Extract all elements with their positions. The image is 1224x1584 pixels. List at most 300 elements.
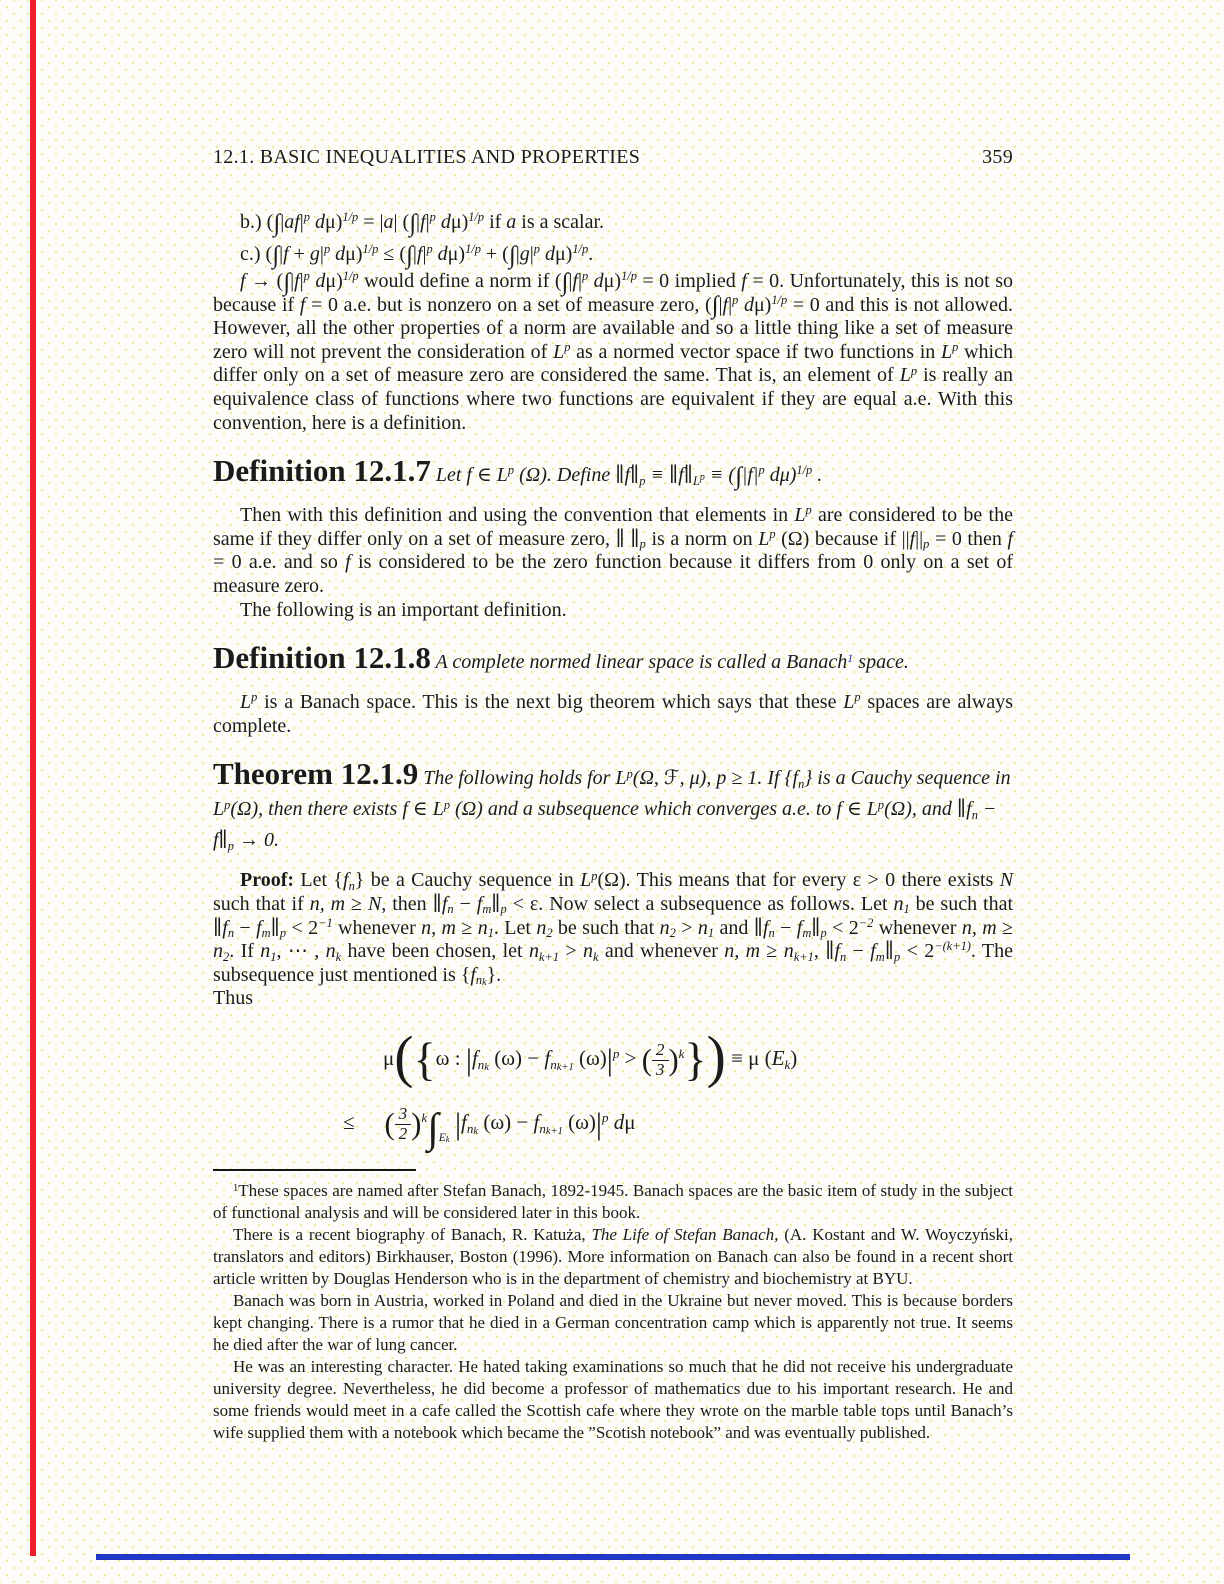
text-segment: − bbox=[234, 916, 257, 939]
text-segment: f bbox=[1007, 527, 1013, 550]
text-segment: such that if bbox=[213, 892, 310, 915]
text-segment: Thus bbox=[213, 987, 253, 1010]
text-segment: p bbox=[699, 471, 705, 483]
text-segment: p bbox=[591, 868, 598, 883]
text-segment: L bbox=[899, 364, 911, 387]
text-segment: N bbox=[367, 892, 382, 915]
text-segment: | bbox=[606, 1043, 613, 1078]
text-segment: p bbox=[224, 797, 231, 812]
text-segment: p bbox=[303, 210, 310, 225]
text-segment: p bbox=[564, 339, 571, 354]
footnote-born-austria bbox=[213, 1290, 1013, 1356]
text-segment: (ω) bbox=[562, 1109, 596, 1134]
text-segment: < ε. Now select a subsequence as follows. Let bbox=[506, 892, 894, 915]
text-segment: p bbox=[639, 537, 646, 552]
text-segment: f bbox=[796, 916, 803, 939]
property-item-c bbox=[213, 238, 1013, 270]
text-segment: n bbox=[528, 940, 539, 963]
text-segment: + bbox=[288, 243, 310, 265]
text-segment: n, m bbox=[724, 940, 761, 963]
text-segment: f bbox=[722, 293, 729, 316]
text-segment: n bbox=[550, 1056, 557, 1072]
text-segment: | bbox=[412, 243, 417, 265]
footnote-rule bbox=[213, 1169, 416, 1171]
text-segment: k+1 bbox=[545, 1125, 563, 1137]
definition-12-1-7 bbox=[213, 455, 1013, 491]
text-segment: p bbox=[877, 797, 885, 812]
paragraph-following bbox=[213, 599, 1013, 623]
text-segment: ∫ bbox=[427, 1106, 439, 1153]
text-segment: Proof: bbox=[240, 869, 301, 892]
text-segment: k bbox=[678, 1045, 685, 1061]
text-segment: ∥ bbox=[884, 940, 894, 963]
text-segment: ∫ bbox=[273, 209, 281, 237]
text-segment: f bbox=[476, 892, 483, 915]
text-segment: m bbox=[802, 925, 812, 940]
text-segment: f bbox=[870, 940, 876, 963]
text-segment: Definition 12.1.8 bbox=[213, 640, 431, 676]
text-segment: 2 bbox=[546, 925, 553, 940]
text-segment: L bbox=[240, 691, 252, 714]
text-segment: − bbox=[774, 916, 797, 939]
text-segment: f bbox=[471, 1045, 478, 1070]
text-segment: 1 bbox=[233, 1183, 239, 1195]
text-segment: A complete normed linear space is called a Banach bbox=[430, 651, 848, 674]
text-segment: p bbox=[507, 463, 515, 478]
text-segment: p bbox=[303, 269, 310, 284]
text-segment: d bbox=[330, 243, 346, 265]
text-segment: These spaces are named after Stefan Banach, 1892-1945. Banach spaces are the basic item of study in the subject of functional analysis and will be considered later in this book. bbox=[213, 1180, 1013, 1222]
text-segment: f bbox=[834, 940, 841, 963]
text-segment: μ) bbox=[345, 243, 363, 265]
text-segment: f bbox=[533, 1109, 540, 1134]
text-segment: k bbox=[784, 1056, 791, 1072]
text-segment: space. bbox=[853, 651, 909, 674]
text-segment: is a Banach space. This is the next big theorem which says that these bbox=[257, 691, 844, 714]
text-segment: p bbox=[820, 925, 827, 940]
text-segment: be such that bbox=[552, 916, 660, 939]
text-segment: > bbox=[675, 916, 698, 939]
text-segment: p bbox=[279, 925, 287, 940]
text-segment: and ∥ bbox=[714, 916, 763, 939]
text-segment: d bbox=[435, 211, 451, 233]
text-segment: p bbox=[443, 797, 451, 812]
text-segment: f bbox=[762, 916, 769, 939]
text-segment: f bbox=[283, 243, 289, 265]
text-segment: p bbox=[626, 766, 633, 781]
fraction: $\frac{3}{2}$ bbox=[395, 1105, 412, 1142]
equation-integral-bound bbox=[343, 1093, 1013, 1151]
text-segment: | bbox=[515, 243, 520, 265]
footnote-biography bbox=[213, 1224, 1013, 1290]
text-segment: d bbox=[309, 270, 326, 292]
text-segment: n bbox=[475, 973, 483, 988]
text-segment: = 0. Unfortunately, this is not so because if bbox=[213, 270, 1014, 316]
text-segment: f bbox=[741, 270, 747, 292]
text-segment: . bbox=[588, 243, 594, 265]
text-segment: k bbox=[593, 949, 599, 964]
text-segment: μ) bbox=[447, 243, 466, 265]
text-segment: is a norm on bbox=[645, 527, 759, 550]
text-segment: d bbox=[432, 243, 448, 265]
text-segment: μ bbox=[624, 1109, 636, 1134]
text-segment: p bbox=[323, 242, 331, 257]
text-segment: p bbox=[910, 363, 918, 378]
text-segment: k bbox=[484, 1061, 489, 1073]
text-segment: L bbox=[941, 340, 953, 363]
text-segment: p bbox=[894, 949, 901, 964]
text-segment: −(k+1) bbox=[934, 939, 971, 954]
theorem-12-1-9 bbox=[213, 758, 1013, 856]
text-segment: n, m bbox=[961, 916, 997, 939]
page-number: 359 bbox=[982, 146, 1013, 168]
text-segment: (ω) − bbox=[478, 1109, 534, 1134]
text-segment: whenever bbox=[873, 916, 962, 939]
text-segment: μ) bbox=[753, 293, 772, 316]
text-segment: b.) ( bbox=[240, 211, 274, 233]
text-segment: ( bbox=[384, 1107, 395, 1142]
text-segment: The following holds for L bbox=[418, 767, 627, 790]
text-segment: > bbox=[559, 940, 584, 963]
text-segment: Banach was born in Austria, worked in Poland and died in the Ukraine but never moved. This is because borders kept changing. There is a rumor that he died in a German concentration camp which is apparently not true. It seems he died after the war of lung cancer. bbox=[213, 1290, 1013, 1354]
text-segment: ≥ bbox=[455, 916, 478, 939]
text-segment: The Life of Stefan Banach, bbox=[591, 1224, 779, 1244]
text-segment: n bbox=[659, 916, 670, 939]
text-segment: n bbox=[477, 916, 488, 939]
text-segment: n, m bbox=[309, 892, 346, 915]
paragraph-proof bbox=[213, 869, 1013, 987]
text-segment: L bbox=[758, 527, 770, 550]
text-segment: f bbox=[544, 1045, 551, 1070]
text-segment: ∫ bbox=[561, 268, 569, 296]
text-segment: |f| bbox=[741, 464, 759, 487]
text-segment: ∫ bbox=[406, 241, 413, 269]
text-segment: (Ω), and ∥f bbox=[884, 798, 972, 821]
text-segment: } bbox=[684, 1034, 707, 1086]
text-segment: ∫ bbox=[272, 241, 280, 269]
text-segment: p bbox=[854, 690, 861, 705]
text-segment: p bbox=[758, 463, 765, 478]
text-segment: | bbox=[422, 243, 427, 265]
text-segment: p bbox=[923, 537, 930, 552]
text-segment: if bbox=[484, 211, 507, 233]
text-segment: f bbox=[416, 243, 423, 265]
text-segment: . The subsequence just mentioned is { bbox=[213, 940, 1013, 986]
text-segment: L bbox=[553, 340, 565, 363]
text-segment: k bbox=[421, 1109, 428, 1125]
text-segment: , then ∥ bbox=[381, 892, 442, 915]
text-segment: = 0 then bbox=[929, 527, 1008, 550]
text-segment: , ∥ bbox=[813, 940, 835, 963]
text-segment: p bbox=[732, 292, 739, 307]
text-segment: n bbox=[466, 1120, 474, 1136]
text-segment: k bbox=[473, 1125, 479, 1137]
text-segment: −1 bbox=[318, 915, 333, 930]
text-segment: ∫ bbox=[711, 292, 719, 320]
text-segment: p bbox=[612, 1045, 620, 1061]
text-segment: (ω) − bbox=[488, 1045, 545, 1070]
text-segment: ( bbox=[641, 1043, 652, 1078]
paragraph-convention bbox=[213, 504, 1013, 598]
text-segment: ≡ ( bbox=[704, 464, 736, 487]
text-segment: < 2 bbox=[900, 940, 935, 963]
text-segment: = | bbox=[358, 211, 384, 233]
text-segment: | bbox=[290, 270, 295, 292]
text-segment: k bbox=[335, 949, 342, 964]
text-segment: d bbox=[588, 270, 604, 292]
text-segment: ) bbox=[790, 1045, 798, 1070]
text-segment: . If bbox=[229, 940, 261, 963]
text-segment: n bbox=[783, 940, 794, 963]
text-segment: | bbox=[718, 293, 723, 316]
text-segment: n bbox=[325, 940, 336, 963]
text-segment: p bbox=[769, 526, 776, 541]
text-segment: 2 bbox=[669, 925, 676, 940]
text-segment: , ⋯ , bbox=[276, 940, 326, 963]
text-segment: f bbox=[909, 527, 916, 550]
text-segment: | bbox=[577, 270, 582, 292]
text-segment: μ bbox=[383, 1045, 395, 1070]
text-segment: ∫ bbox=[735, 462, 742, 490]
text-segment: | bbox=[416, 211, 421, 233]
fraction: $\frac{2}{3}$ bbox=[652, 1041, 669, 1078]
text-segment: Definition 12.1.7 bbox=[213, 453, 431, 489]
text-segment: f bbox=[441, 892, 448, 915]
text-segment: 2 bbox=[223, 949, 230, 964]
text-segment: n bbox=[227, 925, 235, 940]
text-segment: n bbox=[840, 949, 847, 964]
text-segment: | bbox=[595, 1107, 602, 1142]
text-segment: } is a Cauchy sequence in L bbox=[213, 767, 1011, 821]
text-segment: | bbox=[319, 243, 324, 265]
text-segment: 1 bbox=[487, 925, 494, 940]
text-segment: m bbox=[482, 902, 492, 917]
text-segment: ≡ μ ( bbox=[725, 1045, 772, 1070]
text-segment: f bbox=[256, 916, 262, 939]
footnote-banach-spaces bbox=[213, 1180, 1013, 1224]
text-segment: → ( bbox=[245, 270, 284, 292]
text-segment: g bbox=[309, 243, 320, 265]
text-segment: n bbox=[447, 902, 454, 917]
text-segment: n bbox=[798, 776, 805, 791]
text-segment: (Ω) because if || bbox=[775, 527, 910, 550]
text-segment: f bbox=[461, 1109, 467, 1134]
text-segment: ( bbox=[394, 1025, 414, 1089]
text-segment: ) bbox=[706, 1025, 726, 1089]
text-segment: p bbox=[581, 269, 589, 284]
text-segment: m bbox=[875, 949, 885, 964]
text-segment: μ) bbox=[325, 270, 343, 292]
text-segment: dμ) bbox=[764, 464, 797, 487]
text-segment: | bbox=[299, 211, 304, 233]
text-segment: ∫ bbox=[508, 241, 516, 269]
text-segment: (Ω), then there exists f ∈ L bbox=[230, 798, 444, 821]
text-segment: p bbox=[805, 503, 812, 518]
text-segment: −2 bbox=[858, 915, 874, 930]
text-segment: ∥ bbox=[270, 916, 280, 939]
text-segment: }. bbox=[486, 963, 502, 986]
text-segment: | bbox=[425, 211, 430, 233]
text-segment: n bbox=[536, 916, 547, 939]
text-segment: is considered to be the zero function because it differs from 0 only on a set of measure zero. bbox=[213, 551, 1013, 597]
text-segment: 1 bbox=[903, 902, 910, 917]
text-segment: m bbox=[261, 925, 271, 940]
text-segment: k+1 bbox=[556, 1061, 574, 1073]
text-segment: d bbox=[539, 243, 555, 265]
text-segment: p bbox=[952, 339, 959, 354]
text-segment: 1/p bbox=[771, 292, 788, 307]
text-segment: + ( bbox=[480, 243, 509, 265]
text-segment: p bbox=[227, 838, 234, 853]
text-segment: | bbox=[299, 270, 304, 292]
text-segment: p bbox=[251, 690, 258, 705]
paragraph-banach-space bbox=[213, 691, 1013, 738]
text-segment: (Ω) and a subsequence which converges a.e. to f ∈ L bbox=[450, 798, 878, 821]
text-segment: | bbox=[529, 243, 534, 265]
text-segment: Then with this definition and using the convention that elements in bbox=[240, 504, 795, 527]
text-segment: − bbox=[453, 892, 477, 915]
text-segment: p bbox=[500, 902, 507, 917]
text-segment: and whenever bbox=[598, 940, 725, 963]
text-segment: which differ only on a set of measure zero are considered the same. That is, an element of bbox=[213, 340, 1013, 387]
footnote-link-marker[interactable]: 1 bbox=[847, 650, 854, 665]
text-segment: ≤ ( bbox=[378, 243, 407, 265]
text-segment: f bbox=[240, 270, 246, 292]
text-segment: ∥ bbox=[491, 892, 501, 915]
text-segment: E bbox=[438, 1132, 446, 1144]
text-segment: | bbox=[728, 293, 733, 316]
text-segment: . Let bbox=[493, 916, 537, 939]
text-segment: (A. Kostant and W. Woyczyński, translators and editors) Birkhauser, Boston (1996). More information on Banach can also be found in a recent short article written by Douglas Henderson who is in the department of chemistry and biochemistry at BYU. bbox=[213, 1224, 1013, 1288]
text-segment: | bbox=[568, 270, 573, 292]
text-segment: k+1 bbox=[538, 949, 560, 964]
text-segment: k+1 bbox=[793, 949, 814, 964]
text-segment: ≤ bbox=[343, 1109, 355, 1134]
text-segment: ) bbox=[411, 1107, 422, 1142]
text-segment: μ) bbox=[324, 211, 343, 233]
text-segment: | ( bbox=[393, 211, 410, 233]
footnote-character bbox=[213, 1356, 1013, 1444]
text-segment: n bbox=[697, 916, 708, 939]
section-title: 12.1. BASIC INEQUALITIES AND PROPERTIES bbox=[213, 146, 641, 168]
text-segment: } be a Cauchy sequence in bbox=[354, 869, 581, 892]
text-segment: || bbox=[915, 527, 924, 550]
text-segment: ≥ bbox=[996, 916, 1014, 939]
text-segment: whenever bbox=[332, 916, 422, 939]
text-segment: 1/p bbox=[796, 463, 813, 478]
text-segment: c.) ( bbox=[240, 243, 273, 265]
text-segment: = 0 a.e. and so bbox=[213, 551, 346, 574]
text-segment: n bbox=[971, 807, 978, 822]
text-segment: ω : bbox=[435, 1045, 466, 1070]
page-header bbox=[213, 146, 1013, 169]
text-segment: − bbox=[846, 940, 871, 963]
text-segment: p bbox=[602, 1109, 609, 1125]
text-segment: L bbox=[843, 691, 855, 714]
page-content bbox=[213, 146, 1013, 1444]
text-segment: L bbox=[794, 504, 806, 527]
text-segment: (Ω, ℱ, μ), p ≥ 1. If {f bbox=[632, 767, 799, 790]
text-segment: → 0. bbox=[234, 829, 279, 852]
text-segment: p bbox=[429, 210, 436, 225]
text-segment: k bbox=[445, 1133, 450, 1144]
text-segment: have been chosen, let bbox=[341, 940, 529, 963]
text-segment: k bbox=[482, 977, 487, 989]
text-segment: are considered to be the same if they differ only on a set of measure zero, ∥ ∥ bbox=[213, 504, 1013, 550]
text-segment: ∫ bbox=[283, 268, 291, 296]
red-edge-line bbox=[30, 0, 36, 1556]
text-segment: ≥ bbox=[345, 892, 368, 915]
text-segment: μ) bbox=[603, 270, 622, 292]
text-segment: Let { bbox=[300, 869, 344, 892]
text-segment: n bbox=[260, 940, 271, 963]
text-segment: n, m bbox=[421, 916, 456, 939]
text-segment: would define a norm if ( bbox=[358, 270, 562, 292]
text-segment: Let f ∈ L bbox=[430, 464, 508, 487]
text-segment: ∥ bbox=[811, 916, 821, 939]
text-segment: n bbox=[893, 892, 904, 915]
text-segment: f bbox=[420, 211, 426, 233]
text-segment: d bbox=[738, 293, 754, 316]
text-segment: 1/p bbox=[362, 242, 379, 257]
text-segment: n bbox=[539, 1120, 546, 1136]
text-segment: n bbox=[477, 1056, 485, 1072]
text-segment: μ) bbox=[450, 211, 469, 233]
text-segment: 1/p bbox=[342, 269, 359, 284]
text-segment: < 2 bbox=[826, 916, 859, 939]
text-segment: The following is an important definition. bbox=[240, 598, 567, 621]
text-segment: − f∥ bbox=[213, 798, 997, 852]
text-segment: 1/p bbox=[468, 210, 485, 225]
text-segment: (Ω). This means that for every ε > 0 there exists bbox=[597, 869, 1000, 892]
text-segment: < 2 bbox=[286, 916, 319, 939]
text-segment: 1/p bbox=[572, 242, 589, 257]
text-segment: spaces are always complete. bbox=[213, 691, 1013, 737]
text-segment: There is a recent biography of Banach, R. Katuża, bbox=[233, 1224, 592, 1244]
text-segment: | bbox=[280, 211, 285, 233]
definition-12-1-8 bbox=[213, 642, 1013, 678]
paragraph-norm-discussion bbox=[213, 270, 1013, 435]
blue-edge-line bbox=[96, 1554, 1130, 1560]
text-segment: f bbox=[294, 270, 300, 292]
text-segment: N bbox=[999, 869, 1014, 892]
text-segment: 1/p bbox=[465, 242, 481, 257]
property-item-b bbox=[213, 206, 1013, 238]
text-segment: f bbox=[572, 270, 578, 292]
text-segment: f bbox=[345, 551, 351, 574]
equation-measure-estimate bbox=[383, 1025, 1013, 1091]
text-segment: d bbox=[608, 1109, 625, 1134]
text-segment: ≡ ∥f∥ bbox=[645, 464, 693, 487]
text-segment: . bbox=[812, 464, 823, 487]
text-segment: | bbox=[454, 1107, 462, 1142]
text-segment: He was an interesting character. He hated taking examinations so much that he did not receive his undergraduate university degree. Nevertheless, he did become a professor of mathematics due to his important research. He and some friends would meet in a cafe called the Scottish cafe where they wrote on the marble table tops until Banach’s wife supplied them with a notebook which became the ”Scotish notebook” and was eventually published. bbox=[213, 1356, 1013, 1442]
text-segment: a bbox=[383, 211, 394, 233]
text-segment: n bbox=[583, 940, 594, 963]
text-segment: a bbox=[506, 211, 517, 233]
text-segment: > bbox=[619, 1045, 642, 1070]
text-segment: (Ω). Define ∥f∥ bbox=[514, 464, 640, 487]
text-segment: = 0 and this is not allowed. However, all the other properties of a norm are available and so a little thing like a set of measure zero will not prevent the consideration of bbox=[213, 293, 1013, 363]
text-segment: μ) bbox=[554, 243, 573, 265]
text-segment: ) bbox=[668, 1043, 679, 1078]
text-segment: f bbox=[343, 869, 349, 892]
text-segment: p bbox=[639, 473, 646, 488]
text-segment: f bbox=[222, 916, 228, 939]
text-segment: f bbox=[299, 293, 306, 316]
text-segment: p bbox=[426, 242, 433, 257]
text-segment: g bbox=[519, 243, 530, 265]
